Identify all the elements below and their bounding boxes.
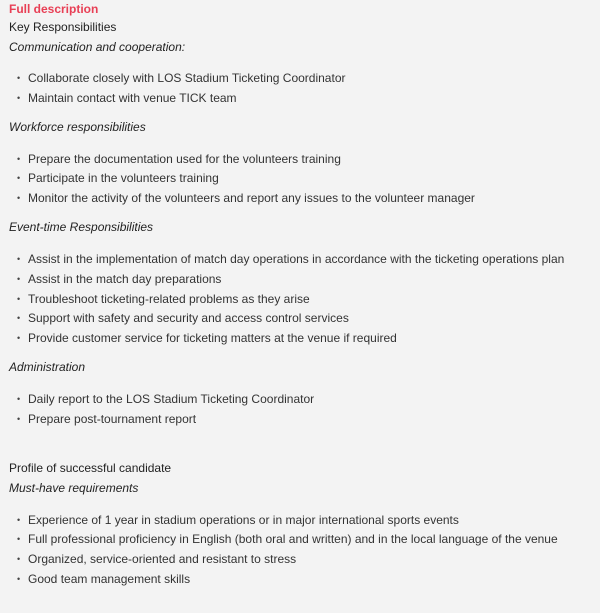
list-item: • Prepare the documentation used for the volunteers training [9,150,591,170]
communication-list [9,69,591,109]
event-time-list [9,250,591,349]
section-title-administration: Administration [9,359,86,374]
list-item: • Support with safety and security and access control services [9,309,591,329]
section-title-event-time: Event-time Responsibilities [9,219,154,234]
key-responsibilities-heading: Key Responsibilities [9,20,117,34]
list-item: • Participate in the volunteers training [9,169,591,189]
list-item: • Provide customer service for ticketing matters at the venue if required [9,329,591,349]
list-item: • Troubleshoot ticketing-related problems as they arise [9,290,591,310]
list-item: • Full professional proficiency in English (both oral and written) and in the local language of the venue [9,530,591,550]
must-have-list [9,511,591,590]
list-item: • Good team management skills [9,570,591,590]
full-description-title: Full description [9,2,99,16]
list-item: • Organized, service-oriented and resistant to stress [9,550,591,570]
list-item: • Assist in the implementation of match day operations in accordance with the ticketing operations plan [9,250,591,270]
list-item: • Monitor the activity of the volunteers and report any issues to the volunteer manager [9,189,591,209]
list-item: • Daily report to the LOS Stadium Ticketing Coordinator [9,390,591,410]
section-title-must-have: Must-have requirements [9,480,139,495]
list-item: • Maintain contact with venue TICK team [9,89,591,109]
section-spacer [9,440,591,460]
profile-heading: Profile of successful candidate [9,460,172,475]
list-item: • Experience of 1 year in stadium operations or in major international sports events [9,511,591,531]
list-item: • Assist in the match day preparations [9,270,591,290]
administration-list [9,390,591,430]
workforce-list [9,150,591,209]
list-item: • Collaborate closely with LOS Stadium Ticketing Coordinator [9,69,591,89]
section-title-workforce: Workforce responsibilities [9,119,146,134]
section-title-communication: Communication and cooperation: [9,40,186,54]
list-item: • Prepare post-tournament report [9,410,591,430]
